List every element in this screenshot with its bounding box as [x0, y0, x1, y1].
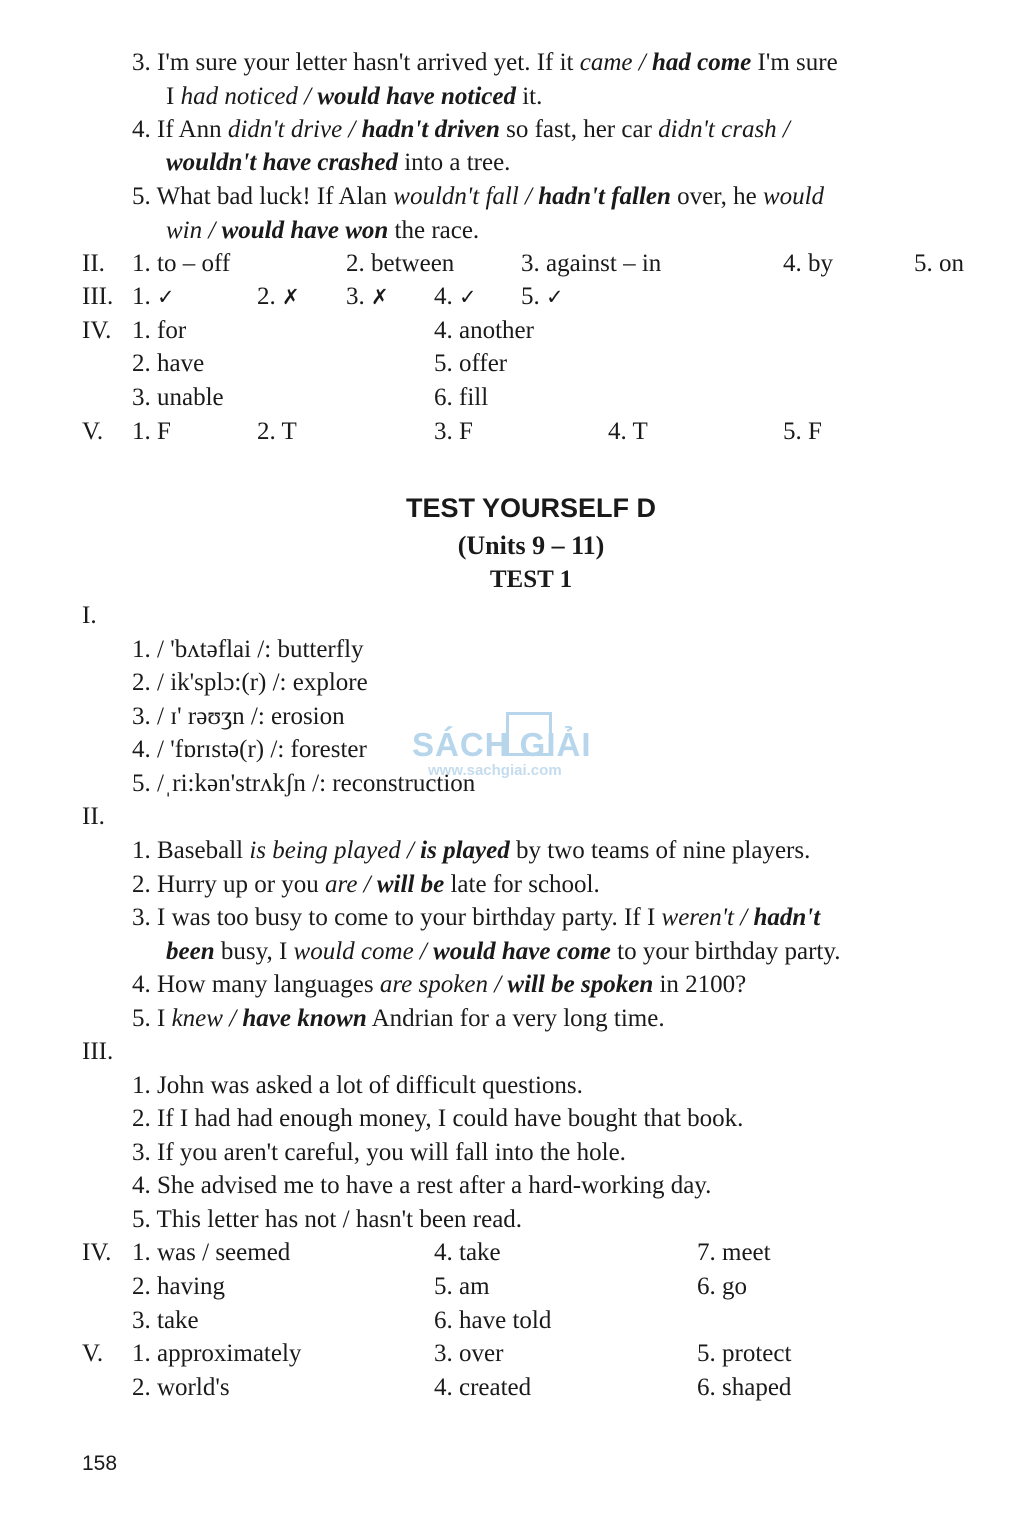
answer-line: I had noticed / would have noticed it.	[166, 83, 543, 110]
answer-item: 2. world's	[132, 1374, 230, 1401]
answer-item: 3. If you aren't careful, you will fall into the hole.	[132, 1139, 626, 1166]
answer-line: 4. If Ann didn't drive / hadn't driven so fast, her car didn't crash /	[132, 116, 790, 143]
answer-item: 5. F	[783, 418, 822, 445]
section-label: V.	[82, 1340, 104, 1367]
answer-item: 6. have told	[434, 1307, 552, 1334]
cross-icon: ✗	[282, 285, 300, 309]
answer-item: 4. ✓	[434, 283, 477, 310]
answer-item: 6. go	[697, 1273, 747, 1300]
answer-item: 2. between	[346, 250, 455, 277]
answer-item: 5. /ˌri:kən'strʌkʃn /: reconstruction	[132, 770, 476, 797]
answer-item: 3. / ɪ' rəʊʒn /: erosion	[132, 703, 345, 730]
section-label: IV.	[82, 317, 112, 344]
answer-item: 2. / ik'splɔ:(r) /: explore	[132, 669, 368, 696]
answer-line: 5. I knew / have known Andrian for a very long time.	[132, 1005, 665, 1032]
answer-line: wouldn't have crashed into a tree.	[166, 149, 511, 176]
answer-line: 4. How many languages are spoken / will be spoken in 2100?	[132, 971, 747, 998]
watermark-url: www.sachgiai.com	[428, 762, 562, 779]
answer-item: 1. to – off	[132, 250, 231, 277]
page-title: TEST YOURSELF D	[405, 493, 657, 523]
answer-line: been busy, I would come / would have come to your birthday party.	[166, 938, 841, 965]
answer-item: 3. over	[434, 1340, 504, 1367]
answer-item: 1. approximately	[132, 1340, 302, 1367]
answer-item: 3. take	[132, 1307, 199, 1334]
answer-item: 4. another	[434, 317, 534, 344]
answer-item: 4. by	[783, 250, 833, 277]
answer-item: 1. / 'bʌtəflai /: butterfly	[132, 636, 364, 663]
answer-item: 3. unable	[132, 384, 224, 411]
answer-line: 1. Baseball is being played / is played by two teams of nine players.	[132, 837, 811, 864]
answer-item: 7. meet	[697, 1239, 771, 1266]
answer-item: 2. T	[257, 418, 297, 445]
section-label: III.	[82, 1038, 114, 1065]
answer-item: 3. ✗	[346, 283, 389, 310]
answer-item: 5. offer	[434, 350, 508, 377]
answer-item: 4. take	[434, 1239, 501, 1266]
check-icon: ✓	[157, 285, 175, 309]
answer-item: 1. F	[132, 418, 171, 445]
answer-item: 4. She advised me to have a rest after a hard-working day.	[132, 1172, 712, 1199]
answer-line: 3. I'm sure your letter hasn't arrived yet. If it came / had come I'm sure	[132, 49, 838, 76]
answer-item: 1. was / seemed	[132, 1239, 291, 1266]
test-heading: TEST 1	[489, 566, 573, 593]
section-label: IV.	[82, 1239, 112, 1266]
answer-item: 5. This letter has not / hasn't been read.	[132, 1206, 523, 1233]
answer-line: 2. Hurry up or you are / will be late for school.	[132, 871, 600, 898]
watermark-brand: SÁCH GIẢI	[412, 726, 592, 763]
check-icon: ✓	[546, 285, 564, 309]
answer-item: 4. created	[434, 1374, 532, 1401]
answer-item: 3. F	[434, 418, 473, 445]
answer-item: 5. protect	[697, 1340, 792, 1367]
check-icon: ✓	[459, 285, 477, 309]
page-subtitle: (Units 9 – 11)	[457, 531, 605, 560]
answer-line: 3. I was too busy to come to your birthday party. If I weren't / hadn't	[132, 904, 821, 931]
page-number: 158	[82, 1452, 118, 1475]
section-label: III.	[82, 283, 114, 310]
section-label: II.	[82, 250, 105, 277]
section-label: I.	[82, 602, 97, 629]
answer-item: 3. against – in	[521, 250, 662, 277]
answer-item: 4. T	[608, 418, 648, 445]
section-label: V.	[82, 418, 104, 445]
answer-item: 2. ✗	[257, 283, 300, 310]
answer-item: 1. for	[132, 317, 187, 344]
answer-item: 6. fill	[434, 384, 489, 411]
watermark-logo	[410, 712, 620, 792]
answer-item: 4. / 'fɒrɪstə(r) /: forester	[132, 736, 367, 763]
answer-item: 2. have	[132, 350, 205, 377]
section-label: II.	[82, 803, 105, 830]
answer-line: win / would have won the race.	[166, 217, 480, 244]
answer-item: 5. on	[914, 250, 964, 277]
answer-line: 5. What bad luck! If Alan wouldn't fall / hadn't fallen over, he would	[132, 183, 825, 210]
cross-icon: ✗	[371, 285, 389, 309]
answer-item: 5. am	[434, 1273, 490, 1300]
answer-item: 2. If I had had enough money, I could have bought that book.	[132, 1105, 744, 1132]
answer-item: 6. shaped	[697, 1374, 792, 1401]
answer-item: 2. having	[132, 1273, 226, 1300]
answer-item: 1. John was asked a lot of difficult questions.	[132, 1072, 583, 1099]
answer-item: 1. ✓	[132, 283, 175, 310]
answer-item: 5. ✓	[521, 283, 564, 310]
